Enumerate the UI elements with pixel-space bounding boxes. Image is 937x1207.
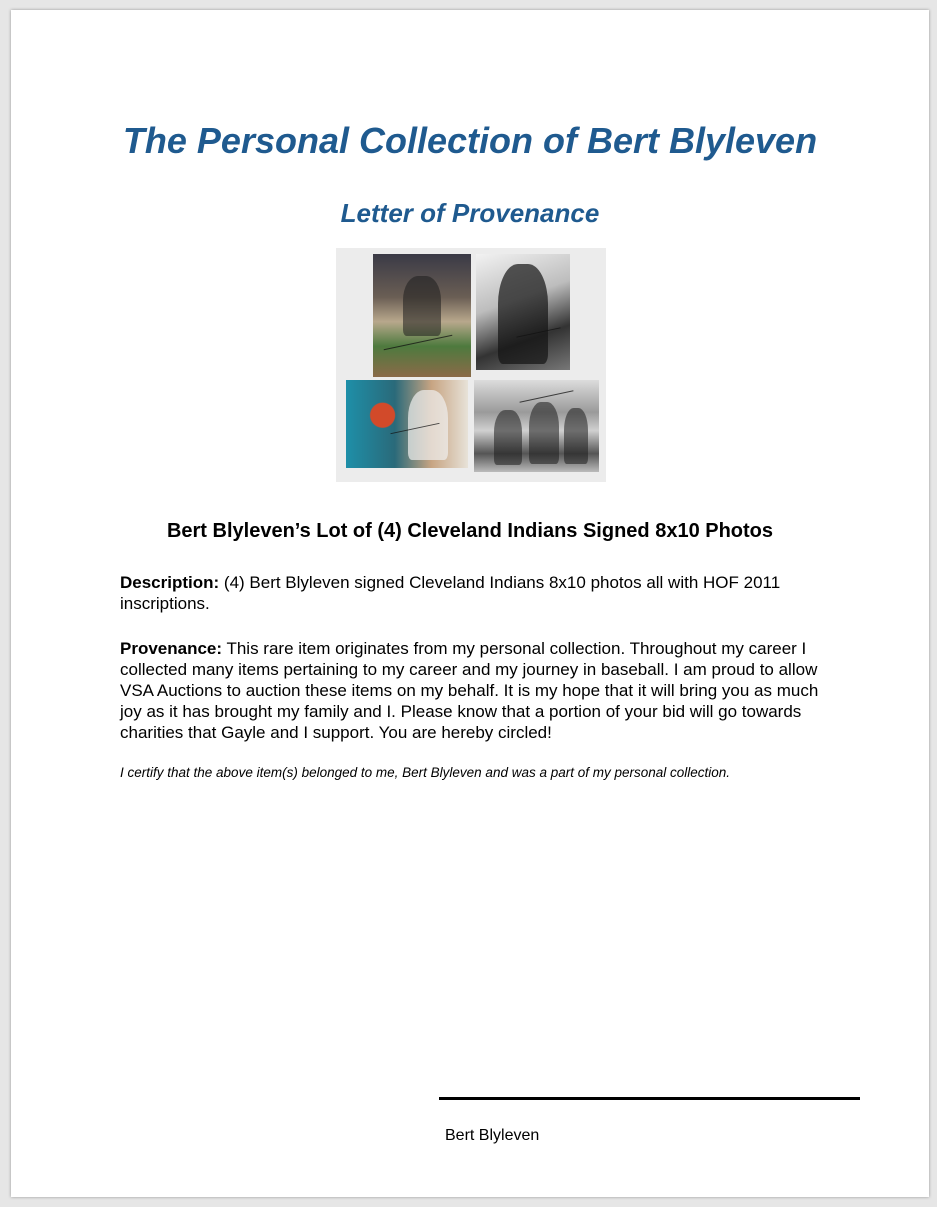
certification-statement: I certify that the above item(s) belonged to me, Bert Blyleven and was a part of my personal collection.: [120, 765, 731, 780]
photo-pitching-color: [346, 380, 468, 468]
photo-team-bw: [474, 380, 599, 472]
signed-photos-collage: [336, 248, 606, 482]
description-text: (4) Bert Blyleven signed Cleveland Indians 8x10 photos all with HOF 2011 inscriptions.: [120, 573, 781, 613]
provenance-paragraph: [120, 638, 830, 743]
document-subtitle: Letter of Provenance: [340, 198, 600, 228]
photo-portrait-bw: [476, 254, 570, 370]
signer-name: Bert Blyleven: [445, 1127, 540, 1144]
document-title: The Personal Collection of Bert Blyleven: [122, 120, 818, 161]
signature-line: [439, 1097, 860, 1100]
description-paragraph: [120, 572, 830, 614]
item-heading: Bert Blyleven’s Lot of (4) Cleveland Indians Signed 8x10 Photos: [166, 520, 774, 542]
provenance-label: Provenance:: [120, 639, 223, 658]
provenance-text: This rare item originates from my personal collection. Throughout my career I collected many items pertaining to my career and my journey in baseball. I am proud to allow VSA Auctions to auction these items on my behalf. It is my hope that it will bring you as much joy as it has brought my family and I. Please know that a portion of your bid will go towards charities that Gayle and I support. You are hereby circled!: [120, 639, 819, 742]
description-label: Description:: [120, 573, 220, 592]
photo-pitcher-color: [373, 254, 471, 377]
document-page: [11, 10, 929, 1197]
